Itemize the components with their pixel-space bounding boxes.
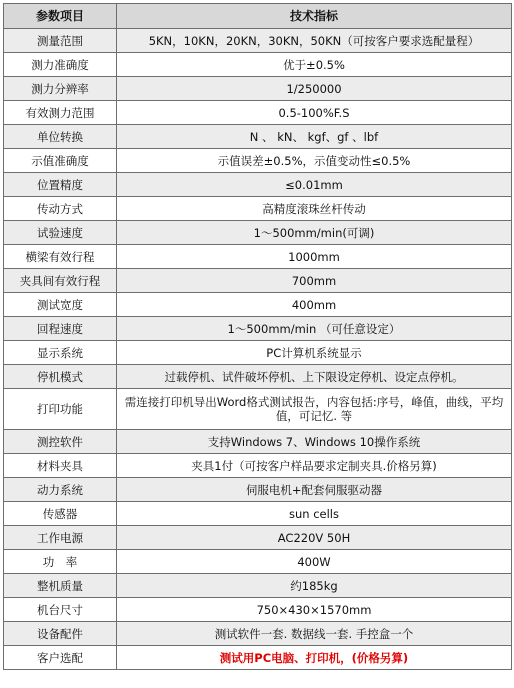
row-value: 0.5-100%F.S [117,101,512,125]
row-label: 显示系统 [4,341,117,365]
row-value: 400W [117,550,512,574]
row-label: 打印功能 [4,389,117,430]
row-label: 传感器 [4,502,117,526]
row-label: 测力分辨率 [4,77,117,101]
row-value: 约185kg [117,574,512,598]
row-label: 材料夹具 [4,454,117,478]
row-label: 试验速度 [4,221,117,245]
table-row [4,454,512,478]
table-row [4,77,512,101]
row-value: AC220V 50H [117,526,512,550]
table-row [4,221,512,245]
row-value: sun cells [117,502,512,526]
row-label: 动力系统 [4,478,117,502]
table-row [4,317,512,341]
table-row [4,646,512,670]
table-row [4,197,512,221]
row-value: 700mm [117,269,512,293]
row-label: 位置精度 [4,173,117,197]
table-header-row [4,4,512,29]
row-label: 传动方式 [4,197,117,221]
row-label: 有效测力范围 [4,101,117,125]
table-row [4,502,512,526]
table-row [4,622,512,646]
header-spec: 技术指标 [117,4,512,29]
row-value: 优于±0.5% [117,53,512,77]
row-value: N 、 kN、 kgf、gf 、lbf [117,125,512,149]
table-row [4,598,512,622]
row-label: 测量范围 [4,29,117,53]
row-value: 1000mm [117,245,512,269]
table-row [4,478,512,502]
table-row [4,550,512,574]
row-value: 支持Windows 7、Windows 10操作系统 [117,430,512,454]
table-row [4,173,512,197]
table-row [4,293,512,317]
row-label: 整机质量 [4,574,117,598]
row-value: ≤0.01mm [117,173,512,197]
row-value: 5KN，10KN，20KN，30KN，50KN（可按客户要求选配量程） [117,29,512,53]
table-row [4,53,512,77]
table-row [4,574,512,598]
row-label: 工作电源 [4,526,117,550]
table-row [4,430,512,454]
row-value: 高精度滚珠丝杆传动 [117,197,512,221]
row-value: 400mm [117,293,512,317]
row-label: 功 率 [4,550,117,574]
table-row [4,125,512,149]
spec-table [3,3,512,670]
row-label: 测控软件 [4,430,117,454]
row-value: 需连接打印机导出Word格式测试报告，内容包括:序号，峰值，曲线，平均值，可记忆. 等 [117,389,512,430]
table-row [4,389,512,430]
table-row [4,29,512,53]
table-row [4,245,512,269]
table-row [4,149,512,173]
row-value: 过载停机、试件破坏停机、上下限设定停机、设定点停机。 [117,365,512,389]
row-label: 夹具间有效行程 [4,269,117,293]
row-label: 示值准确度 [4,149,117,173]
row-value: 1～500mm/min(可调) [117,221,512,245]
table-row [4,101,512,125]
row-label: 单位转换 [4,125,117,149]
row-label: 横梁有效行程 [4,245,117,269]
table-row [4,526,512,550]
table-body [4,29,512,670]
row-value: 夹具1付（可按客户样品要求定制夹具.价格另算) [117,454,512,478]
row-value: 1～500mm/min （可任意设定） [117,317,512,341]
row-value: 测试软件一套. 数据线一套. 手控盒一个 [117,622,512,646]
row-label: 客户选配 [4,646,117,670]
table-row [4,365,512,389]
table-row [4,341,512,365]
table-row [4,269,512,293]
spec-table-container [3,3,511,670]
row-label: 停机模式 [4,365,117,389]
row-value: 1/250000 [117,77,512,101]
row-value: PC计算机系统显示 [117,341,512,365]
row-value: 750×430×1570mm [117,598,512,622]
row-label: 设备配件 [4,622,117,646]
row-value: 测试用PC电脑、打印机，(价格另算) [117,646,512,670]
row-label: 机台尺寸 [4,598,117,622]
header-param: 参数项目 [4,4,117,29]
row-value: 示值误差±0.5%，示值变动性≤0.5% [117,149,512,173]
row-label: 测力准确度 [4,53,117,77]
row-label: 回程速度 [4,317,117,341]
row-label: 测试宽度 [4,293,117,317]
row-value: 伺服电机+配套伺服驱动器 [117,478,512,502]
